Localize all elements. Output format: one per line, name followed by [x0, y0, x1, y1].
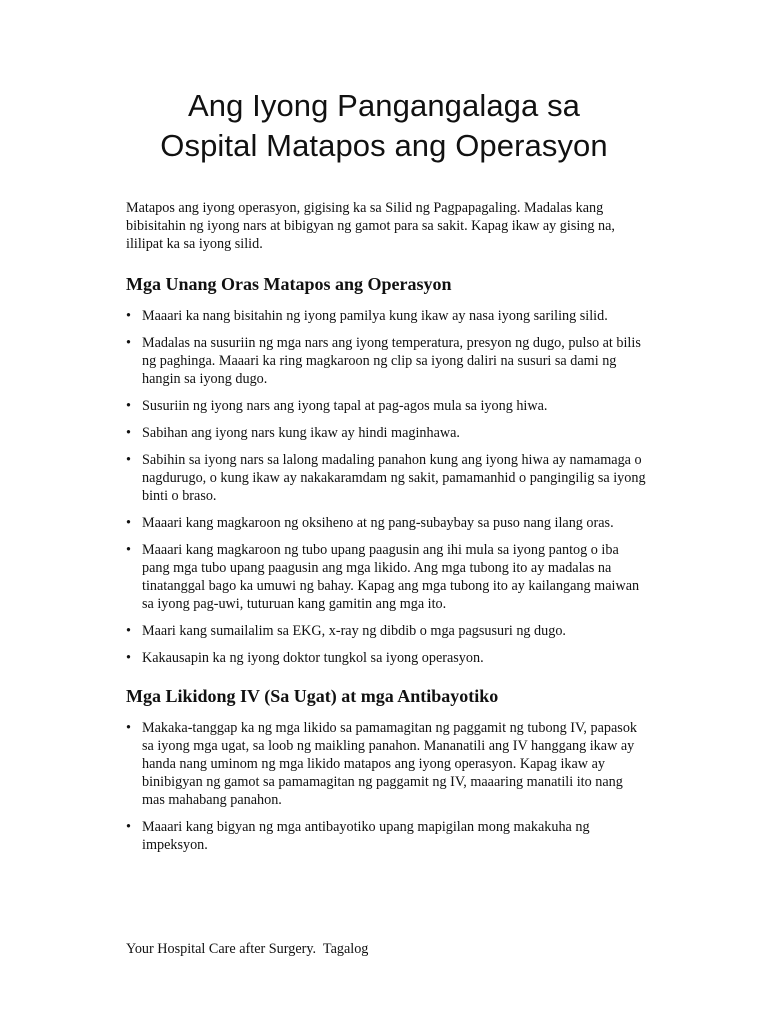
section-heading-iv-antibiotics: Mga Likidong IV (Sa Ugat) at mga Antibayotiko: [126, 686, 499, 706]
bullet-icon: •: [126, 542, 131, 558]
list-item-text: Maaari kang magkaroon ng tubo upang paagusin ang ihi mula sa iyong pantog o iba pang mga tubo upang paagusin ang mga likido. Ang mga tubong ito ay madalas na tinatanggal bago ka umuwi ng bahay. Kapag ang mga tubong ito ay kailangang maiwan sa iyong pag-uwi, tuturuan kang gamitin ang mga ito.: [142, 542, 640, 612]
bullet-icon: •: [126, 819, 131, 835]
title-line-1: Ang Iyong Pangangalaga sa: [187, 88, 581, 123]
list-item: [126, 307, 646, 325]
list-item-text: Maaari kang magkaroon ng oksiheno at ng pang-subaybay sa puso nang ilang oras.: [142, 515, 614, 531]
intro-paragraph: Matapos ang iyong operasyon, gigising ka sa Silid ng Pagpapagaling. Madalas kang bibisitahin ng iyong nars at bibigyan ng gamot para sa sakit. Kapag ikaw ay gising na, ililipat ka sa iyong silid.: [126, 200, 615, 252]
list-item-text: Maaari ka nang bisitahin ng iyong pamilya kung ikaw ay nasa iyong sariling silid.: [142, 308, 608, 324]
bullet-icon: •: [126, 308, 131, 324]
list-item-text: Madalas na susuriin ng mga nars ang iyong temperatura, presyon ng dugo, pulso at bilis ng paghinga. Maaari ka ring magkaroon ng clip sa iyong daliri na susuri sa dami ng hangin sa iyong dugo.: [142, 335, 641, 387]
list-item: [126, 424, 646, 442]
document-title: [80, 86, 688, 166]
list-item-text: Maari kang sumailalim sa EKG, x-ray ng dibdib o mga pagsusuri ng dugo.: [142, 623, 566, 639]
list-item: [126, 818, 646, 854]
list-item-text: Sabihin sa iyong nars sa lalong madaling panahon kung ang iyong hiwa ay namamaga o nagdurugo, o kung ikaw ay nakakaramdam ng sakit, pamamanhid o pangingilig sa iyong binti o braso.: [142, 452, 646, 504]
bullet-icon: •: [126, 398, 131, 414]
list-item-text: Kakausapin ka ng iyong doktor tungkol sa iyong operasyon.: [142, 650, 484, 666]
bullet-icon: •: [126, 515, 131, 531]
iv-antibiotics-list: [126, 719, 646, 854]
list-item: [126, 334, 646, 388]
list-item: [126, 541, 646, 613]
section-heading-first-hours: Mga Unang Oras Matapos ang Operasyon: [126, 274, 452, 294]
bullet-icon: •: [126, 650, 131, 666]
list-item: [126, 649, 646, 667]
bullet-icon: •: [126, 720, 131, 736]
title-line-2: Ospital Matapos ang Operasyon: [160, 128, 608, 163]
list-item-text: Sabihan ang iyong nars kung ikaw ay hindi maginhawa.: [142, 425, 460, 441]
bullet-icon: •: [126, 623, 131, 639]
list-item: [126, 397, 646, 415]
bullet-icon: •: [126, 452, 131, 468]
list-item: [126, 514, 646, 532]
list-item-text: Makaka-tanggap ka ng mga likido sa pamamagitan ng paggamit ng tubong IV, papasok sa iyong mga ugat, sa loob ng maikling panahon. Mananatili ang IV hanggang ikaw ay handa nang uminom ng mga likido matapos ang iyong operasyon. Kapag ikaw ay binibigyan ng gamot sa pamamagitan ng paggamit ng IV, maaaring manatili ito nang mas mahabang panahon.: [142, 720, 638, 808]
first-hours-list: [126, 307, 646, 667]
document-body: [126, 199, 646, 863]
page-footer: Your Hospital Care after Surgery. Tagalog: [126, 941, 369, 957]
list-item: [126, 622, 646, 640]
bullet-icon: •: [126, 335, 131, 351]
list-item: [126, 451, 646, 505]
list-item-text: Maaari kang bigyan ng mga antibayotiko upang mapigilan mong makakuha ng impeksyon.: [142, 819, 590, 853]
list-item: [126, 719, 646, 809]
list-item-text: Susuriin ng iyong nars ang iyong tapal at pag-agos mula sa iyong hiwa.: [142, 398, 548, 414]
bullet-icon: •: [126, 425, 131, 441]
